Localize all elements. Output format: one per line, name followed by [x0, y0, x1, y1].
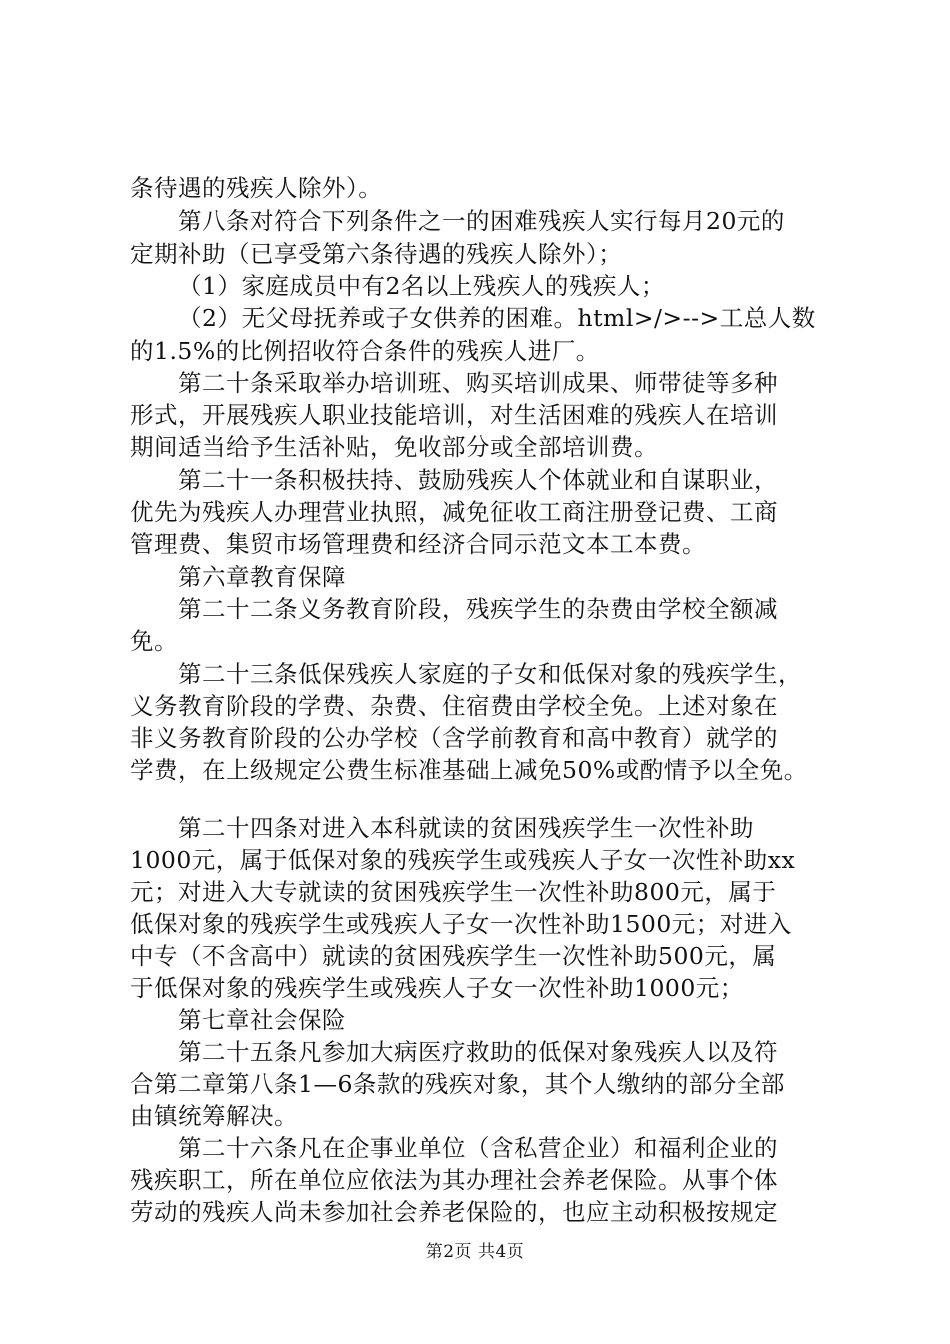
text-line: 合第二章第八条1—6条款的残疾对象，其个人缴纳的部分全部	[130, 1070, 785, 1098]
text-line: 期间适当给予生活补贴，免收部分或全部培训费。	[130, 433, 658, 461]
text-line: 的1.5%的比例招收符合条件的残疾人进厂。	[130, 337, 600, 365]
text-line: 元；对进入大专就读的贫困残疾学生一次性补助800元，属于	[130, 878, 777, 906]
paragraph-article-21: 第二十一条积极扶持、鼓励残疾人个体就业和自谋职业，	[178, 466, 778, 494]
text-line: 非义务教育阶段的公办学校（含学前教育和高中教育）就学的	[130, 724, 778, 752]
text-line: 学费，在上级规定公费生标准基础上减免50%或酌情予以全免。	[130, 756, 808, 784]
text-line: 于低保对象的残疾学生或残疾人子女一次性补助1000元；	[130, 974, 744, 1002]
paragraph-article-26: 第二十六条凡在企事业单位（含私营企业）和福利企业的	[178, 1134, 778, 1162]
text-line: 形式，开展残疾人职业技能培训，对生活困难的残疾人在培训	[130, 401, 778, 429]
text-line: 管理费、集贸市场管理费和经济合同示范文本工本费。	[130, 530, 706, 558]
text-line: 低保对象的残疾学生或残疾人子女一次性补助1500元；对进入	[130, 910, 792, 938]
list-item: （1）家庭成员中有2名以上残疾人的残疾人；	[178, 272, 665, 300]
paragraph-article-23: 第二十三条低保残疾人家庭的子女和低保对象的残疾学生，	[178, 660, 802, 688]
text-line: 定期补助（已享受第六条待遇的残疾人除外）；	[130, 240, 623, 268]
text-line: 劳动的残疾人尚未参加社会养老保险的，也应主动积极按规定	[130, 1198, 778, 1226]
text-line: 中专（不含高中）就读的贫困残疾学生一次性补助500元，属	[130, 942, 777, 970]
text-line: 义务教育阶段的学费、杂费、住宿费由学校全免。上述对象在	[130, 692, 778, 720]
page-number-footer: 第2页 共4页	[425, 1242, 525, 1262]
text-line: 条待遇的残疾人除外）。	[130, 174, 383, 202]
text-line: 免。	[130, 627, 178, 655]
text-line: 1000元，属于低保对象的残疾学生或残疾人子女一次性补助xx	[130, 846, 796, 874]
chapter-heading: 第六章教育保障	[178, 563, 346, 591]
text-line: 残疾职工，所在单位应依法为其办理社会养老保险。从事个体	[130, 1166, 778, 1194]
paragraph-article-8: 第八条对符合下列条件之一的困难残疾人实行每月20元的	[178, 207, 785, 235]
paragraph-article-25: 第二十五条凡参加大病医疗救助的低保对象残疾人以及符	[178, 1038, 778, 1066]
paragraph-article-20: 第二十条采取举办培训班、购买培训成果、师带徒等多种	[178, 369, 778, 397]
text-line: 由镇统筹解决。	[130, 1102, 298, 1130]
chapter-heading: 第七章社会保险	[178, 1006, 346, 1034]
list-item: （2）无父母抚养或子女供养的困难。html>/>-->工总人数	[178, 304, 816, 332]
text-line: 优先为残疾人办理营业执照，减免征收工商注册登记费、工商	[130, 498, 778, 526]
paragraph-article-22: 第二十二条义务教育阶段，残疾学生的杂费由学校全额减	[178, 595, 778, 623]
paragraph-article-24: 第二十四条对进入本科就读的贫困残疾学生一次性补助	[178, 814, 754, 842]
